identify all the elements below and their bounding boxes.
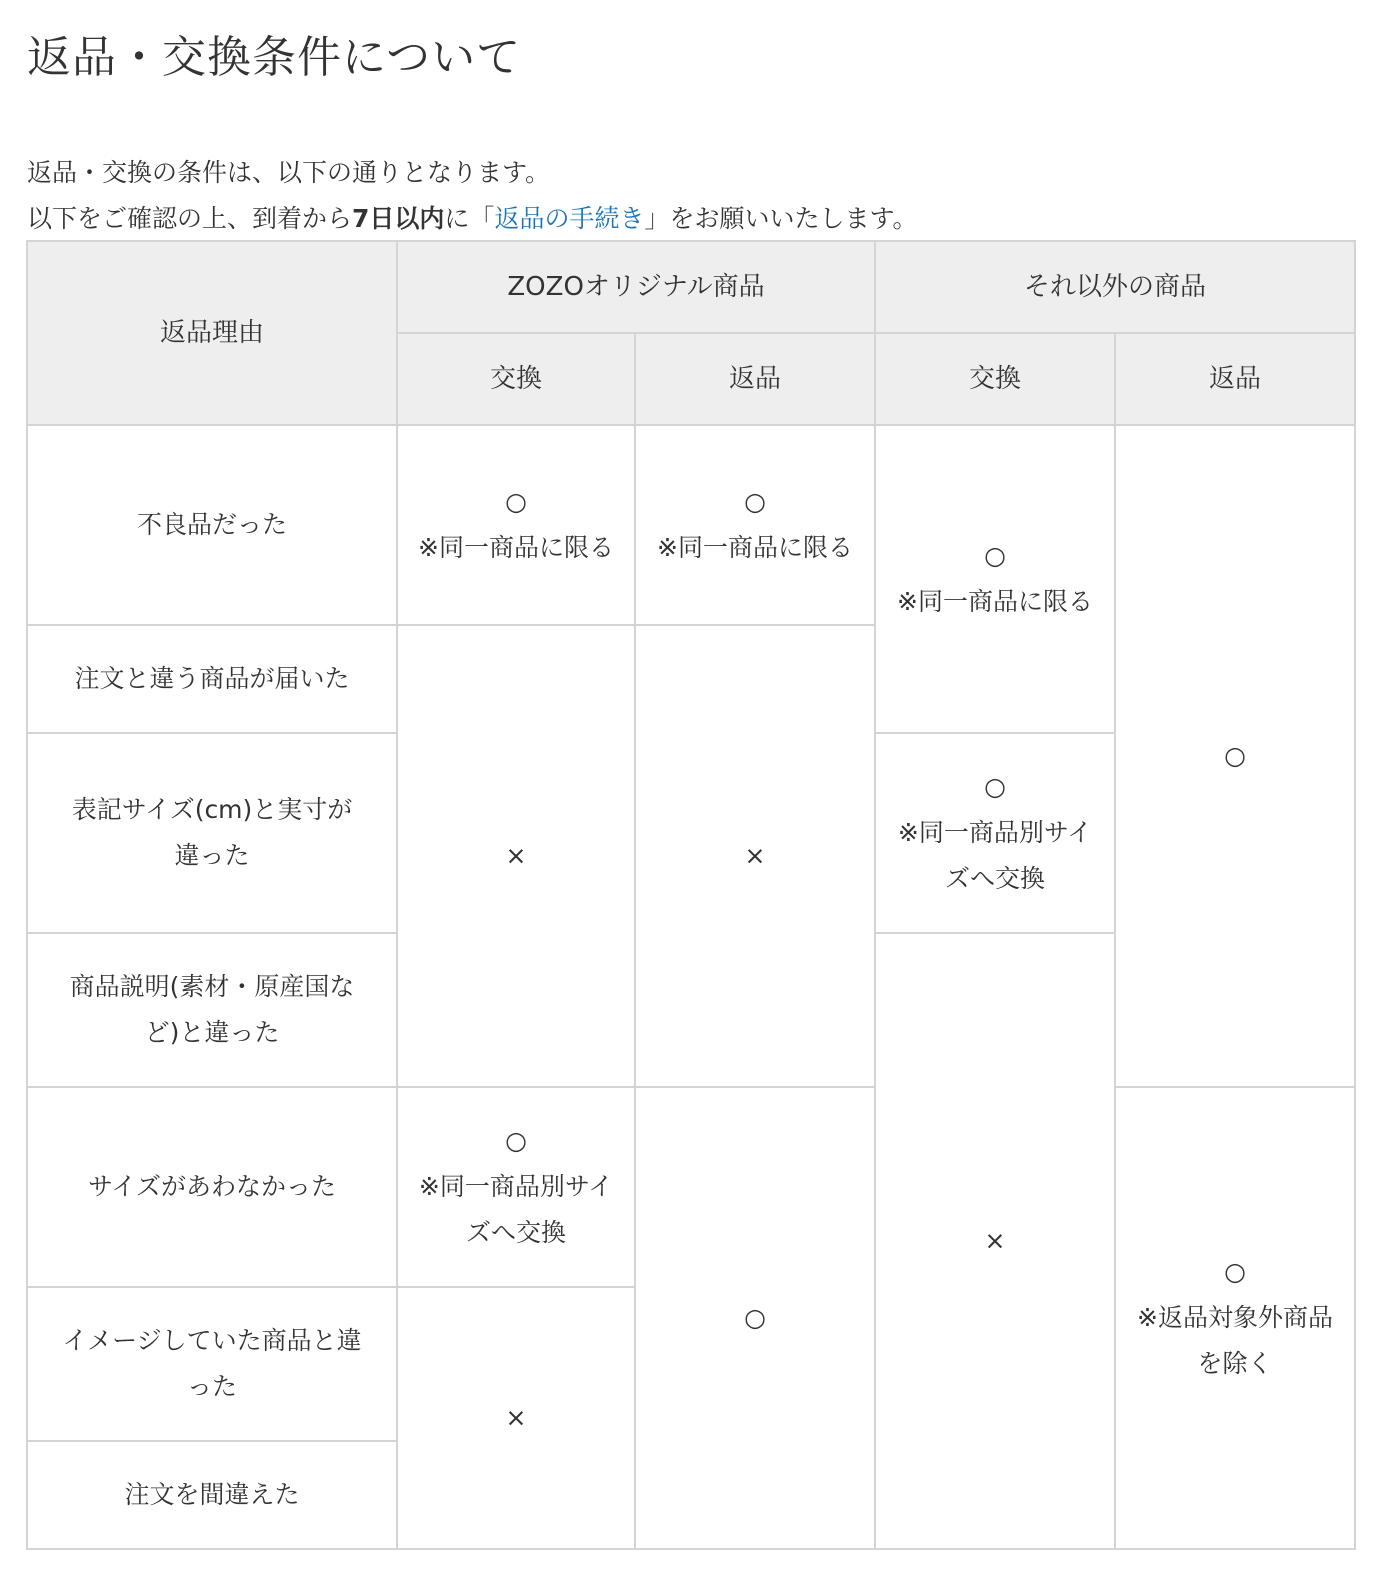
note-same-item: ※同一商品に限る: [657, 533, 853, 562]
cell-zozo-exchange-defective: [397, 425, 635, 625]
header-row-groups: [27, 241, 1355, 333]
reason-defective: 不良品だった: [27, 425, 397, 625]
note-same-item-size: ※同一商品別サイズへ交換: [418, 1172, 614, 1247]
reason-description-mismatch: 商品説明(素材・原産国など)と違った: [27, 933, 397, 1087]
cell-other-exchange-size-mismatch: [875, 733, 1115, 933]
return-procedure-link[interactable]: 返品の手続き: [494, 204, 645, 233]
cell-zozo-exchange-size-not-fit: [397, 1087, 635, 1287]
ok-mark: ○: [505, 487, 527, 516]
ok-mark: ○: [984, 772, 1006, 801]
ng-mark: ×: [505, 1403, 527, 1432]
header-zozo-return: 返品: [635, 333, 875, 425]
note-same-item: ※同一商品に限る: [897, 587, 1093, 616]
header-other-exchange: 交換: [875, 333, 1115, 425]
header-zozo-original: ZOZOオリジナル商品: [397, 241, 875, 333]
table-row: [27, 425, 1355, 625]
cell-zozo-exchange-rows-2-4: [397, 625, 635, 1087]
header-reason: 返品理由: [27, 241, 397, 425]
cell-other-return-rows-5-7: [1115, 1087, 1355, 1549]
ng-mark: ×: [984, 1226, 1006, 1255]
cell-zozo-return-defective: [635, 425, 875, 625]
cell-zozo-return-rows-2-4: [635, 625, 875, 1087]
note-same-item-size: ※同一商品別サイズへ交換: [897, 818, 1093, 893]
ng-mark: ×: [744, 841, 766, 870]
reason-ordered-wrong: 注文を間違えた: [27, 1441, 397, 1549]
return-conditions-table: [26, 240, 1356, 1550]
header-zozo-exchange: 交換: [397, 333, 635, 425]
ok-mark: ○: [1224, 741, 1246, 770]
header-other-return: 返品: [1115, 333, 1355, 425]
intro-line-2: [27, 196, 917, 242]
reason-wrong-item: 注文と違う商品が届いた: [27, 625, 397, 733]
page-title: 返品・交換条件について: [27, 32, 522, 83]
cell-zozo-exchange-rows-6-7: [397, 1287, 635, 1549]
cell-other-exchange-rows-4-7: [875, 933, 1115, 1549]
intro-text: [27, 150, 917, 242]
ok-mark: ○: [984, 541, 1006, 570]
reason-size-not-fit: サイズがあわなかった: [27, 1087, 397, 1287]
ok-mark: ○: [744, 1303, 766, 1332]
intro-line-2-suffix: 」をお願いいたします。: [644, 204, 918, 233]
note-same-item: ※同一商品に限る: [418, 533, 614, 562]
ng-mark: ×: [505, 841, 527, 870]
cell-other-exchange-defective-wrong-item: [875, 425, 1115, 733]
table-row: [27, 1087, 1355, 1287]
note-exclude: ※返品対象外商品を除く: [1137, 1303, 1333, 1378]
ok-mark: ○: [1224, 1257, 1246, 1286]
intro-line-2-middle: に「: [444, 204, 495, 233]
ok-mark: ○: [505, 1126, 527, 1155]
intro-line-1: 返品・交換の条件は、以下の通りとなります。: [27, 158, 551, 187]
intro-line-2-prefix: 以下をご確認の上、到着から: [27, 204, 353, 233]
cell-zozo-return-rows-5-7: [635, 1087, 875, 1549]
ok-mark: ○: [744, 487, 766, 516]
intro-deadline: 7日以内: [352, 204, 445, 233]
cell-other-return-rows-1-4: [1115, 425, 1355, 1087]
reason-not-as-imagined: イメージしていた商品と違った: [27, 1287, 397, 1441]
reason-size-mismatch: 表記サイズ(cm)と実寸が違った: [27, 733, 397, 933]
header-other-items: それ以外の商品: [875, 241, 1355, 333]
